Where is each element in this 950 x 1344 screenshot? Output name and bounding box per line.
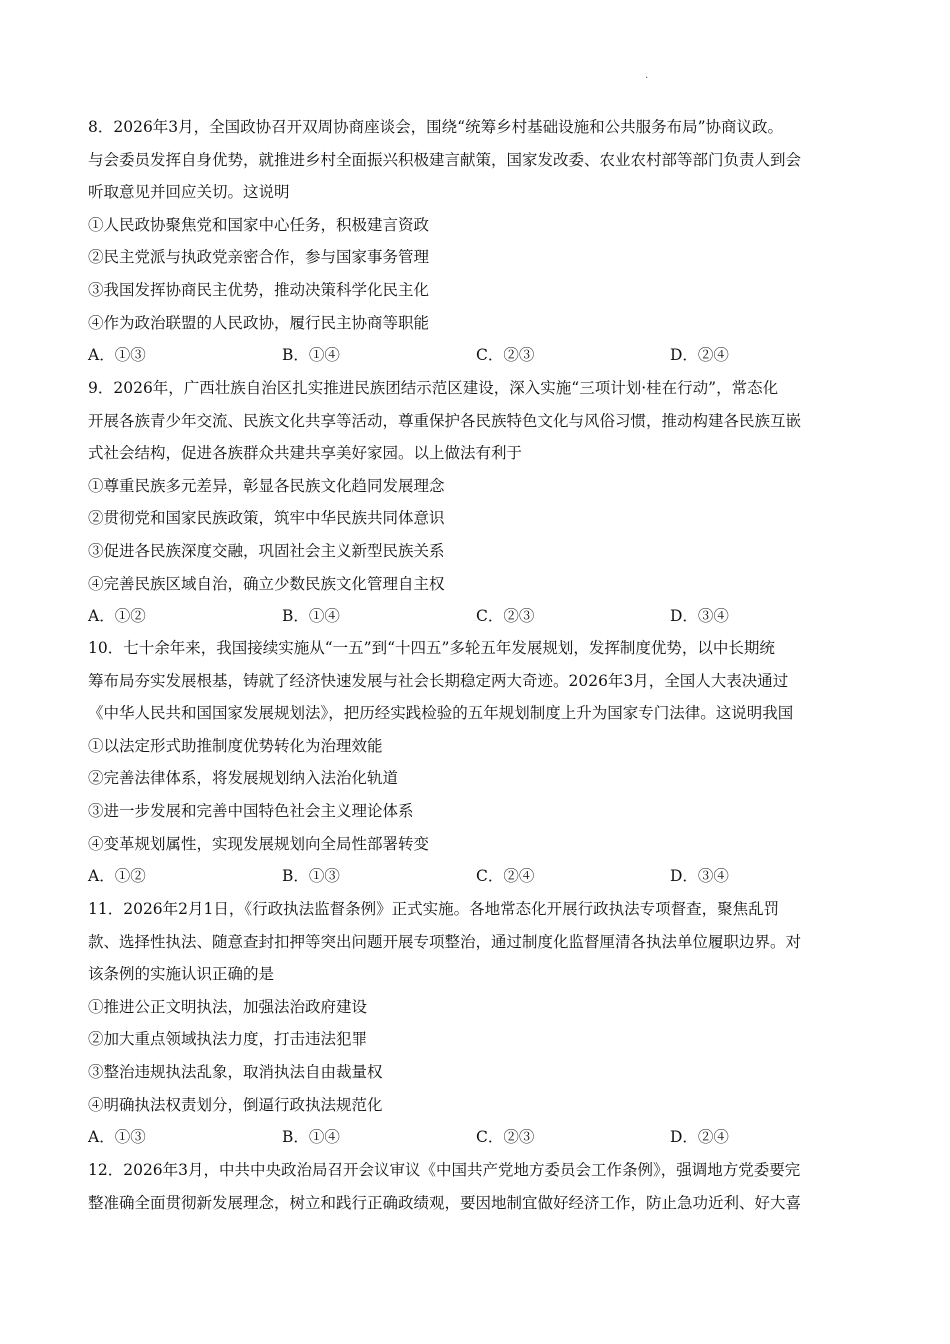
option-a: A．①③ [88,346,146,365]
stem-line: 款、选择性执法、随意查封扣押等突出问题开展专项整治，通过制度化监督厘清各执法单位履职边界。对 [88,932,802,951]
stem-line: 式社会结构，促进各族群众共建共享美好家园。以上做法有利于 [88,444,523,463]
option-b: B．①④ [282,346,340,365]
stem-line: 《中华人民共和国国家发展规划法》，把历经实践检验的五年规划制度上升为国家专门法律。这说明我国 [88,704,794,723]
stem-line: 9．2026年，广西壮族自治区扎实推进民族团结示范区建设，深入实施“三项计划·桂在行动”，常态化 [88,379,779,397]
question-8 [88,111,864,372]
option-b: B．①④ [282,607,340,626]
question-stem [88,632,864,730]
statement-item: ②完善法律体系，将发展规划纳入法治化轨道 [88,769,399,788]
stem-line: 整准确全面贯彻新发展理念，树立和践行正确政绩观，要因地制宜做好经济工作，防止急功近利、好大喜 [88,1193,802,1212]
question-9 [88,372,864,633]
statement-item: ④变革规划属性，实现发展规划向全局性部署转变 [88,834,430,853]
option-b: B．①④ [282,1128,340,1147]
option-a: A．①② [88,607,146,626]
option-a: A．①② [88,867,146,886]
option-c: C．②③ [476,346,535,365]
statement-item: ①推进公正文明执法，加强法治政府建设 [88,997,368,1016]
stem-line: 8．2026年3月，全国政协召开双周协商座谈会，围绕“统筹乡村基础设施和公共服务布局”协商议政。 [88,118,784,136]
answer-options [88,600,864,633]
stem-line: 听取意见并回应关切。这说明 [88,183,290,202]
answer-options [88,339,864,372]
statement-item: ①人民政协聚焦党和国家中心任务，积极建言资政 [88,215,430,234]
question-stem [88,893,864,991]
option-c: C．②④ [476,867,535,886]
stem-line: 该条例的实施认识正确的是 [88,965,275,984]
option-c: C．②③ [476,1128,535,1147]
statement-item: ②民主党派与执政党亲密合作，参与国家事务管理 [88,248,430,267]
statement-item: ④完善民族区域自治，确立少数民族文化管理自主权 [88,574,445,593]
option-c: C．②③ [476,607,535,626]
option-d: D．③④ [670,607,729,626]
option-b: B．①③ [282,867,340,886]
stem-line: 11．2026年2月1日，《行政执法监督条例》正式实施。各地常态化开展行政执法专项督查，聚焦乱罚 [88,900,780,918]
question-11 [88,893,864,1154]
question-12 [88,1154,864,1219]
answer-options [88,860,864,893]
statement-item: ②加大重点领域执法力度，打击违法犯罪 [88,1030,368,1049]
stem-line: 开展各族青少年交流、民族文化共享等活动，尊重保护各民族特色文化与风俗习惯，推动构建各民族互嵌 [88,411,802,430]
stem-line: 筹布局夯实发展根基，铸就了经济快速发展与社会长期稳定两大奇迹。2026年3月，全国人大表决通过 [88,671,789,690]
stem-line: 12．2026年3月，中共中央政治局召开会议审议《中国共产党地方委员会工作条例》，强调地方党委要完 [88,1161,801,1179]
statement-item: ③进一步发展和完善中国特色社会主义理论体系 [88,801,414,820]
statement-item: ①尊重民族多元差异，彰显各民族文化趋同发展理念 [88,476,445,495]
statement-item: ④明确执法权责划分，倒逼行政执法规范化 [88,1095,383,1114]
question-stem [88,111,864,209]
page-mark: . [645,70,649,81]
statement-item: ④作为政治联盟的人民政协，履行民主协商等职能 [88,313,430,332]
stem-line: 与会委员发挥自身优势，就推进乡村全面振兴积极建言献策，国家发改委、农业农村部等部门负责人到会 [88,150,802,169]
statement-item: ③促进各民族深度交融，巩固社会主义新型民族关系 [88,541,445,560]
question-stem [88,1154,864,1219]
question-stem [88,372,864,470]
statement-item: ③我国发挥协商民主优势，推动决策科学化民主化 [88,280,430,299]
option-d: D．③④ [670,867,729,886]
stem-line: 10．七十余年来，我国接续实施从“一五”到“十四五”多轮五年发展规划，发挥制度优势，以中长期统 [88,639,775,657]
statement-item: ③整治违规执法乱象，取消执法自由裁量权 [88,1062,383,1081]
statement-item: ②贯彻党和国家民族政策，筑牢中华民族共同体意识 [88,509,445,528]
option-d: D．②④ [670,1128,729,1147]
option-a: A．①③ [88,1128,146,1147]
answer-options [88,1121,864,1154]
statement-item: ①以法定形式助推制度优势转化为治理效能 [88,736,383,755]
question-10 [88,632,864,893]
option-d: D．②④ [670,346,729,365]
